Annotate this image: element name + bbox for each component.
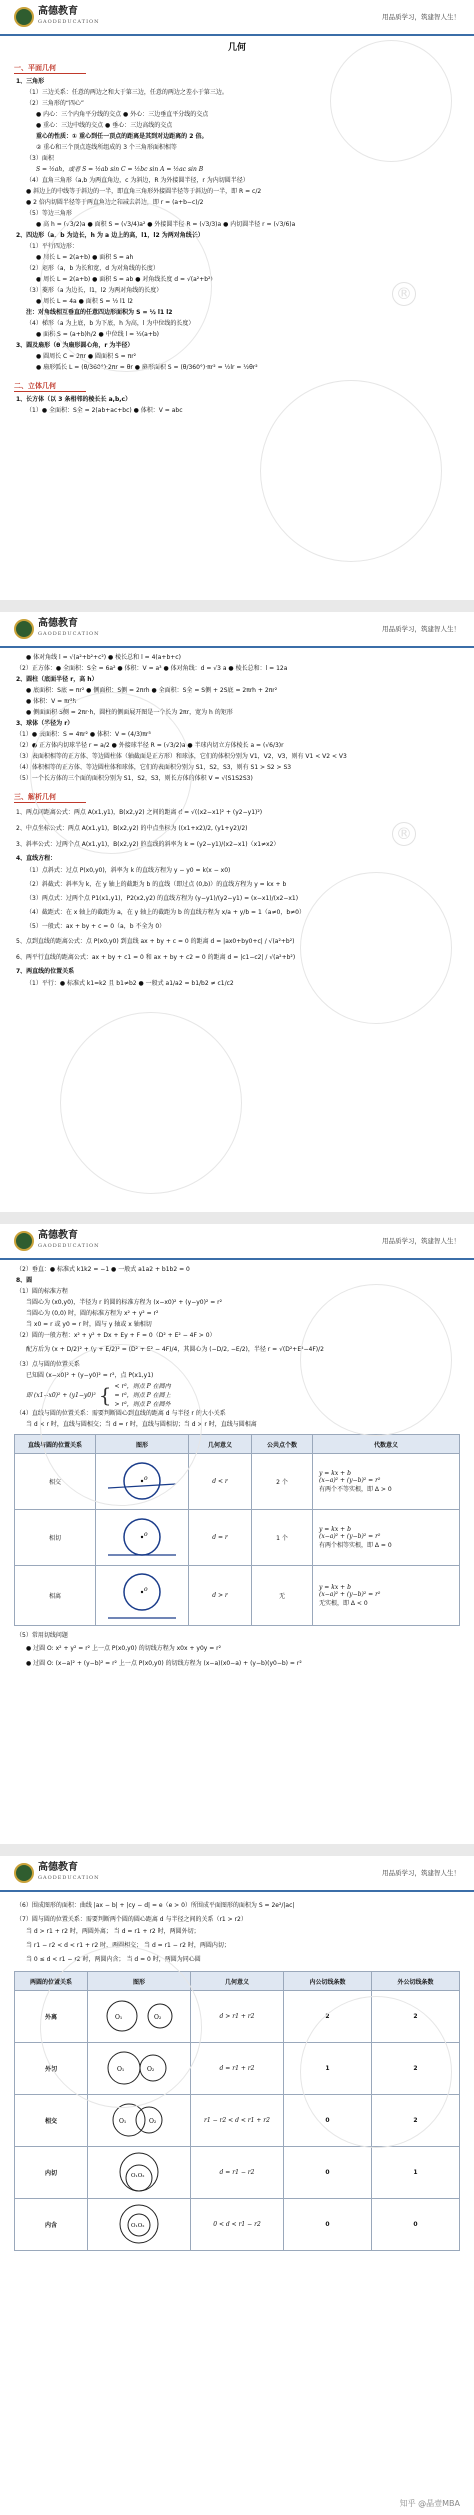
table-row (15, 1991, 460, 2043)
formula-line: ● 扇形弧长 L = (θ/360°)·2πr = θr ● 扇形面积 S = (θ/360°)·πr² = ½lr = ½θr² (36, 364, 258, 371)
relation-cell: 外离 (15, 1991, 88, 2043)
formula-line: 3、斜率公式：过两个点 A(x1,y1)，B(x2,y2) 的直线的斜率为 k = (y2−y1)/(x2−x1)（x1≠x2） (16, 841, 280, 848)
algebraic-result: 有两个不等实根，即 Δ > 0 (319, 1486, 392, 1493)
relation-cell: 外切 (15, 2043, 88, 2095)
formula-line: （2）正方体：● 全面积：S全 = 6a² ● 体积：V = a³ ● 体对角线：d = √3 a ● 棱长总和：l = 12a (16, 665, 288, 672)
tangent-circle-figure (102, 1512, 182, 1562)
formula-line: 已知圆 (x−x0)² + (y−y0)² = r²，点 P(x1,y1) (26, 1372, 154, 1379)
formula-line: （2）● 正方体内切球半径 r = a/2 ● 外接球半径 R = (√3/2)a ● 半球内切立方体棱长 a = (√6/3)r (16, 742, 284, 749)
note-line: 注：对角线相互垂直的任意四边形面积为 S = ½ l1 l2 (26, 309, 173, 316)
o2-label: O₂ (154, 2013, 162, 2021)
text-line: （5）常用切线问题 (16, 1632, 68, 1639)
page-header (0, 0, 474, 36)
formula-line: （1）点斜式：过点 P(x0,y0)，斜率为 k 的直线方程为 y − y0 = k(x − x0) (26, 867, 231, 874)
text-line: （3）点与圆的位置关系 (16, 1361, 80, 1368)
page-1: ® 高德教育 GAODEDUCATION 用品质学习，筑建智人生！ 几何 一、平面几何 1、三角形 （1）三边关系：任意的两边之和大于第三边，任意的两边之差小于第三边。 （2）三角形的“四心” ● 内心：三个内角平分线的交点 ● 外心：三边垂直平分线的交点 ● 重心：三边中线的交点 ● 垂心：三边高线的交点 重心的性质：① 重心到任一顶点的距离是其到对边距离的 2 倍。 ② 重心和三个顶点连线所组成的 3 个三角形面积相等 （3）面积 S = ½ah，或者 S = ½ab sin C = ½bc sin A = ½ac sin B （4）直角三角形（a,b 为两直角边，c 为斜边，R 为外接圆半径，r 为内切圆半径） ● 斜边上的中线等于斜边的一半，即直角三角形外接圆半径等于斜边的一半，即 R = c/2 ● 2 倍内切圆半径等于两直角边之和减去斜边，即 r = (a+b−c)/2 （5）等边三角形 ● 高 h = (√3/2)a ● 面积 S = (√3/4)a² ● 外接圆半径 R = (√3/3)a ● 内切圆半径 r = (√3/6)a 2、四边形（a，b 为边长，h 为 a 边上的高，l1，l2 为两对角线长） （1）平行四边形： ● 周长 L = 2(a+b) ● 面积 S = ah （2）矩形（a，b 为长和宽，d 为对角线的长度） ● 周长 L = 2(a+b) ● 面积 S = ab ● 对角线长度 d = √(a²+b²) （3）菱形（a 为边长，l1，l2 为两对角线的长度） ● 周长 L = 4a ● 面积 S = ½ l1 l2 注：对角线相互垂直的任意四边形面积为 S = ½ l1 l2 （4）梯形（a 为上底，b 为下底，h 为高，l 为中位线的长度） ● 面积 S = (a+b)h/2 ● 中位线 l = ½(a+b) 3、圆及扇形（θ 为扇形圆心角，r 为半径） ● 圆周长 C = 2πr ● 圆面积 S = πr² ● 扇形弧长 L = (θ/360°)·2πr = θr ● 扇形面积 S = (θ/360°)·πr² = ½lr = ½θr² 二、立体几何 1、长方体（以 3 条相邻的棱长长 a,b,c） （1）● 全面积：S全 = 2(ab+ac+bc) ● 体积：V = abc (0, 0, 474, 600)
system-top: y = kx + b (319, 1470, 351, 1477)
text-line: （2）三角形的“四心” (26, 100, 85, 107)
figure-cell (88, 2043, 191, 2095)
text-line: （4）直线与圆的位置关系：需要判断圆心到直线的距离 d 与半径 r 的大小关系 (16, 1410, 226, 1417)
formula-line: 5、点到直线的距离公式：点 P(x0,y0) 到直线 ax + by + c = 0 的距离 d = |ax0+by0+c| / √(a²+b²) (16, 938, 295, 945)
page-2: ® 高德教育 GAODEDUCATION 用品质学习，筑建智人生！ ● 体对角线 l = √(a²+b²+c²) ● 棱长总和 l = 4(a+b+c) （2）正方体：● 全面积：S全 = 6a² ● 体积：V = a³ ● 体对角线：d = √3 a ● 棱长总和：l = 12a 2、圆柱（底面半径 r，高 h） ● 底面积：S底 = πr² ● 侧面积：S侧 = 2πrh ● 全面积：S全 = S侧 + 2S底 = 2πrh + 2πr² ● 体积：V = πr²h ● 侧面面积 S侧 = 2πr·h，圆柱的侧面展开图是一个长为 2πr，宽为 h 的矩形 3、球体（半径为 r） （1）● 表面积：S = 4πr² ● 体积：V = (4/3)πr³ （2）● 正方体内切球半径 r = a/2 ● 外接球半径 R = (√3/2)a ● 半球内切立方体棱长 a = (√6/3)r （3）表面积相等的正方体、等边圆柱体（轴截面是正方形）和球体，它们的体积分别为 V1，V2，V3，则有 V1 < V2 < V3 （4）体积相等的正方体、等边圆柱体和球体，它们的表面积分别为 S1，S2，S3，则有 S1 > S2 > S3 （5）一个长方体的三个面的面积分别为 S1，S2，S3，则长方体的体积 V = √(S1S2S3) 三、解析几何 1、两点间距离公式：两点 A(x1,y1)，B(x2,y2) 之间的距离 d = √((x2−x1)² + (y2−y1)²) 2、中点坐标公式：两点 A(x1,y1)，B(x2,y2) 的中点坐标为 ((x1+x2)/2, (y1+y2)/2) 3、斜率公式：过两个点 A(x1,y1)，B(x2,y2) 的直线的斜率为 k = (y2−y1)/(x2−x1)（x1≠x2） 4、直线方程： （1）点斜式：过点 P(x0,y0)，斜率为 k 的直线方程为 y − y0 = k(x − x0) （2）斜截式：斜率为 k，在 y 轴上的截距为 b 的直线（即过点 (0,b)）的直线方程为 y = kx + b （3）两点式：过两个点 P1(x1,y1)，P2(x2,y2) 的直线方程为 (y−y1)/(y2−y1) = (x−x1)/(x2−x1) （4）截距式：在 x 轴上的截距为 a，在 y 轴上的截距为 b 的直线方程为 x/a + y/b = 1（a≠0，b≠0） （5）一般式：ax + by + c = 0（a，b 不全为 0） 5、点到直线的距离公式：点 P(x0,y0) 到直线 ax + by + c = 0 的距离 d = |ax0+by0+c| / √(a²+b²) 6、两平行直线的距离公式：ax + by + c1 = 0 和 ax + by + c2 = 0 的距离 d = |c1−c2| / √(a²+b²) 7、两直线的位置关系 （1）平行：● 标准式 k1=k2 且 b1≠b2 ● 一般式 a1/a2 = b1/b2 ≠ c1/c2 (0, 612, 474, 1212)
slogan: 用品质学习，筑建智人生！ (382, 1237, 460, 1245)
text-line: 3、球体（半径为 r） (16, 720, 74, 727)
text-line: ● 斜边上的中线等于斜边的一半，即直角三角形外接圆半径等于斜边的一半，即 R = c/2 (26, 188, 262, 195)
geometric-meaning-cell: d > r (189, 1566, 252, 1626)
algebraic-meaning-cell (313, 1510, 460, 1566)
outer-tangent-count: 2 (372, 1991, 460, 2043)
figure-cell (96, 1454, 189, 1510)
table-header: 几何意义 (191, 1972, 284, 1991)
intersecting-circles-figure (94, 2097, 184, 2143)
brace-icon: { (98, 1382, 112, 1407)
table-header-row (15, 1972, 460, 1991)
text-line: ● 重心：三边中线的交点 ● 垂心：三边高线的交点 (36, 122, 173, 129)
text-line: 1、三角形 (16, 78, 45, 85)
formula-line: （1）● 全面积：S全 = 2(ab+ac+bc) ● 体积：V = abc (26, 407, 183, 414)
brand-logo (14, 6, 100, 28)
text-line: （5）等边三角形 (26, 210, 72, 217)
relation-cell: 内切 (15, 2147, 88, 2199)
system-bottom: (x−a)² + (y−b)² = r² (319, 1533, 381, 1540)
table-row (15, 1454, 460, 1510)
formula-line: （2）垂直：● 标准式 k1k2 = −1 ● 一般式 a1a2 + b1b2 = 0 (16, 1266, 190, 1273)
text-line: （3）菱形（a 为边长，l1，l2 为两对角线的长度） (26, 287, 163, 294)
point-circle-relation (0, 1381, 474, 1408)
table-header: 图形 (96, 1435, 189, 1454)
system-bottom: (x−a)² + (y−b)² = r² (319, 1477, 381, 1484)
text-line: （2）矩形（a，b 为长和宽，d 为对角线的长度） (26, 265, 159, 272)
o1o2-label: O₁O₂ (131, 2222, 145, 2229)
geometric-meaning-cell: d > r1 + r2 (191, 1991, 284, 2043)
brand-name: 高德教育 (38, 1230, 78, 1241)
point-relation-inside: < r²，则点 P 在圆内 (114, 1383, 171, 1390)
circle-center-label: o (144, 1530, 148, 1538)
table-header: 代数意义 (313, 1435, 460, 1454)
brand-name-en: GAODEDUCATION (38, 1243, 100, 1249)
formula-line: 2、中点坐标公式：两点 A(x1,y1)，B(x2,y2) 的中点坐标为 ((x1+x2)/2, (y1+y2)/2) (16, 825, 248, 832)
circle-center-label: o (144, 1474, 148, 1482)
figure-cell (88, 2095, 191, 2147)
o1-label: O₁ (115, 2013, 123, 2021)
relation-cell: 内含 (15, 2199, 88, 2251)
algebraic-meaning-cell (313, 1566, 460, 1626)
figure-cell (96, 1566, 189, 1626)
formula-line: 当 r1 − r2 < d < r1 + r2 时，两圆相交； 当 d = r1 − r2 时，两圆内切； (26, 1942, 230, 1949)
circle-center-label: o (144, 1585, 148, 1593)
formula-line: 当 0 ≤ d < r1 − r2 时，两圆内含； 当 d = 0 时，两圆为同心圆 (26, 1956, 201, 1963)
text-line: （1）圆的标准方程 (16, 1288, 68, 1295)
common-points-cell: 无 (252, 1566, 313, 1626)
text-line: （7）圆与圆的位置关系：需要判断两个圆的圆心距离 d 与半径之间的关系（r1 > r2） (16, 1916, 247, 1923)
text-line: （3）面积 (26, 155, 54, 162)
formula-line: ● 高 h = (√3/2)a ● 面积 S = (√3/4)a² ● 外接圆半径 R = (√3/3)a ● 内切圆半径 r = (√3/6)a (36, 221, 296, 228)
point-relation-lhs: 即 (x1−x0)² + (y1−y0)² (26, 1392, 96, 1399)
formula-line: ● 底面积：S底 = πr² ● 侧面积：S侧 = 2πrh ● 全面积：S全 = S侧 + 2S底 = 2πrh + 2πr² (26, 687, 278, 694)
formula-line: 当圆心为 (0,0) 时，圆的标准方程为 x² + y² = r² (26, 1310, 159, 1317)
inner-tangent-count: 0 (284, 2095, 372, 2147)
formula-line: （5）一般式：ax + by + c = 0（a，b 不全为 0） (26, 923, 166, 930)
formula-line: （3）两点式：过两个点 P1(x1,y1)，P2(x2,y2) 的直线方程为 (y−y1)/(y2−y1) = (x−x1)/(x2−x1) (26, 895, 299, 902)
figure-cell (88, 2199, 191, 2251)
o1o2-label: O₁O₂ (131, 2172, 145, 2179)
page-header (0, 1856, 474, 1892)
formula-line: （1）平行：● 标准式 k1=k2 且 b1≠b2 ● 一般式 a1/a2 = b1/b2 ≠ c1/c2 (26, 980, 234, 987)
table-row (15, 2043, 460, 2095)
text-line: 2、四边形（a，b 为边长，h 为 a 边上的高，l1，l2 为两对角线长） (16, 232, 204, 239)
system-top: y = kx + b (319, 1584, 351, 1591)
page-header (0, 1224, 474, 1260)
o2-label: O₂ (149, 2117, 157, 2125)
outer-tangent-count: 2 (372, 2095, 460, 2147)
formula-line: 1、两点间距离公式：两点 A(x1,y1)，B(x2,y2) 之间的距离 d = √((x2−x1)² + (y2−y1)²) (16, 809, 263, 816)
table-header-row (15, 1435, 460, 1454)
formula-line: （2）斜截式：斜率为 k，在 y 轴上的截距为 b 的直线（即过点 (0,b)）的直线方程为 y = kx + b (26, 881, 287, 888)
relation-cell: 相切 (15, 1510, 96, 1566)
geometric-meaning-cell: 0 < d < r1 − r2 (191, 2199, 284, 2251)
text-line: （1）平行四边形： (26, 243, 78, 250)
text-line: ● 2 倍内切圆半径等于两直角边之和减去斜边，即 r = (a+b−c)/2 (26, 199, 204, 206)
system-bottom: (x−a)² + (y−b)² = r² (319, 1591, 381, 1598)
text-line: 1、长方体（以 3 条相邻的棱长长 a,b,c） (16, 396, 132, 403)
inner-tangent-count: 0 (284, 2199, 372, 2251)
geometric-meaning-cell: r1 − r2 < d < r1 + r2 (191, 2095, 284, 2147)
table-row (15, 1566, 460, 1626)
common-points-cell: 2 个 (252, 1454, 313, 1510)
text-line: ● 侧面面积 S侧 = 2πr·h，圆柱的侧面展开图是一个长为 2πr，宽为 h 的矩形 (26, 709, 233, 716)
brand-name: 高德教育 (38, 6, 78, 17)
text-line: 4、直线方程： (16, 855, 57, 862)
seal-icon (14, 7, 34, 27)
o1-label: O₁ (117, 2065, 125, 2073)
brand-name-en: GAODEDUCATION (38, 1875, 100, 1881)
table-header: 图形 (88, 1972, 191, 1991)
inner-tangent-count: 1 (284, 2043, 372, 2095)
outer-tangent-count: 2 (372, 2043, 460, 2095)
table-header: 两圆的位置关系 (15, 1972, 88, 1991)
geometric-meaning-cell: d < r (189, 1454, 252, 1510)
page-4 (0, 1856, 474, 2515)
point-relation-outside: > r²，则点 P 在圆外 (114, 1401, 171, 1408)
slogan: 用品质学习，筑建智人生！ (382, 13, 460, 21)
o2-label: O₂ (147, 2065, 155, 2073)
line-circle-table (14, 1434, 460, 1626)
formula-line: ● 过圆 O: x² + y² = r² 上一点 P(x0,y0) 的切线方程为 x0x + y0y = r² (26, 1645, 222, 1652)
table-row (15, 2199, 460, 2251)
page-header (0, 612, 474, 648)
geometric-meaning-cell: d = r1 + r2 (191, 2043, 284, 2095)
common-points-cell: 1 个 (252, 1510, 313, 1566)
slogan: 用品质学习，筑建智人生！ (382, 1869, 460, 1877)
formula-line: ● 体积：V = πr²h (26, 698, 77, 705)
section-solid-geometry: 二、立体几何 (14, 381, 86, 392)
text-line: 3、圆及扇形（θ 为扇形圆心角，r 为半径） (16, 342, 134, 349)
brand-name-en: GAODEDUCATION (38, 631, 100, 637)
table-header: 直线与圆的位置关系 (15, 1435, 96, 1454)
algebraic-meaning-cell (313, 1454, 460, 1510)
formula-line: ● 圆周长 C = 2πr ● 圆面积 S = πr² (36, 353, 137, 360)
formula-line: ● 过圆 O: (x−a)² + (y−b)² = r² 上一点 P(x0,y0) 的切线方程为 (x−a)(x0−a) + (y−b)(y0−b) = r² (26, 1660, 302, 1667)
text-line: 7、两直线的位置关系 (16, 968, 75, 975)
brand-name-en: GAODEDUCATION (38, 19, 100, 25)
formula-line: 当 d > r1 + r2 时，两圆外离； 当 d = r1 + r2 时，两圆外切； (26, 1928, 200, 1935)
formula-line: ● 周长 L = 2(a+b) ● 面积 S = ah (36, 254, 134, 261)
text-line: ● 内心：三个内角平分线的交点 ● 外心：三边垂直平分线的交点 (36, 111, 209, 118)
page-3 (0, 1224, 474, 1844)
seal-icon (14, 1863, 34, 1883)
slogan: 用品质学习，筑建智人生！ (382, 625, 460, 633)
table-header: 内公切线条数 (284, 1972, 372, 1991)
figure-cell (96, 1510, 189, 1566)
text-line: （1）三边关系：任意的两边之和大于第三边，任意的两边之差小于第三边。 (26, 89, 228, 96)
brand-logo (14, 1230, 100, 1252)
separate-circle-figure (102, 1568, 182, 1622)
algebraic-result: 无实根，即 Δ < 0 (319, 1600, 368, 1607)
formula-line: 当 x0 = r 或 y0 = r 时，圆与 y 轴或 x 轴相切 (26, 1321, 152, 1328)
text-line: （3）表面积相等的正方体、等边圆柱体（轴截面是正方形）和球体，它们的体积分别为 V1，V2，V3，则有 V1 < V2 < V3 (16, 753, 347, 760)
contained-circles-figure (94, 2201, 184, 2247)
text-line: （4）直角三角形（a,b 为两直角边，c 为斜边，R 为外接圆半径，r 为内切圆半径） (26, 177, 249, 184)
section-analytic-geometry: 三、解析几何 (14, 792, 86, 803)
table-header: 几何意义 (189, 1435, 252, 1454)
formula-line: （1）● 表面积：S = 4πr² ● 体积：V = (4/3)πr³ (16, 731, 151, 738)
externally-tangent-figure (94, 2045, 184, 2091)
formula-line: （4）截距式：在 x 轴上的截距为 a，在 y 轴上的截距为 b 的直线方程为 x/a + y/b = 1（a≠0，b≠0） (26, 909, 305, 916)
system-top: y = kx + b (319, 1526, 351, 1533)
relation-cell: 相交 (15, 1454, 96, 1510)
footer-credit: 知乎 @晶壹MBA (399, 2499, 460, 2508)
text-line: （4）体积相等的正方体、等边圆柱体和球体，它们的表面积分别为 S1，S2，S3，则有 S1 > S2 > S3 (16, 764, 292, 771)
table-row (15, 2095, 460, 2147)
outer-tangent-count: 0 (372, 2199, 460, 2251)
formula-line: 当 d < r 时，直线与圆相交；当 d = r 时，直线与圆相切；当 d > r 时，直线与圆相离 (26, 1421, 257, 1428)
formula-line: （2）圆的一般方程：x² + y² + Dx + Ey + F = 0（D² + E² − 4F > 0） (16, 1332, 216, 1339)
formula-line: 配方后为 (x + D/2)² + (y + E/2)² = (D² + E² − 4F)/4，其圆心为 (−D/2, −E/2)，半径 r = √(D²+E²−4F)/2 (26, 1346, 324, 1353)
table-row (15, 2147, 460, 2199)
table-header: 外公切线条数 (372, 1972, 460, 1991)
formula-line: ● 周长 L = 2(a+b) ● 面积 S = ab ● 对角线长度 d = √(a²+b²) (36, 276, 213, 283)
brand-name: 高德教育 (38, 1862, 78, 1873)
brand-logo (14, 618, 100, 640)
formula-line: ● 体对角线 l = √(a²+b²+c²) ● 棱长总和 l = 4(a+b+c) (26, 654, 181, 661)
table-row (15, 1510, 460, 1566)
inner-tangent-count: 0 (284, 2147, 372, 2199)
o1-label: O₁ (119, 2117, 127, 2125)
seal-icon (14, 1231, 34, 1251)
figure-cell (88, 1991, 191, 2043)
text-line: （5）一个长方体的三个面的面积分别为 S1，S2，S3，则长方体的体积 V = √(S1S2S3) (16, 775, 253, 782)
secant-circle-figure (102, 1456, 182, 1506)
geometric-meaning-cell: d = r (189, 1510, 252, 1566)
formula-line: ● 面积 S = (a+b)h/2 ● 中位线 l = ½(a+b) (36, 331, 160, 338)
text-line: 2、圆柱（底面半径 r，高 h） (16, 676, 98, 683)
brand-logo (14, 1862, 100, 1884)
formula-line: 6、两平行直线的距离公式：ax + by + c1 = 0 和 ax + by + c2 = 0 的距离 d = |c1−c2| / √(a²+b²) (16, 954, 296, 961)
section-plane-geometry: 一、平面几何 (14, 63, 86, 74)
relation-cell: 相交 (15, 2095, 88, 2147)
text-line: 8、圆 (16, 1277, 33, 1284)
relation-cell: 相离 (15, 1566, 96, 1626)
point-relation-on: = r²，则点 P 在圆上 (114, 1392, 171, 1399)
text-line: ② 重心和三个顶点连线所组成的 3 个三角形面积相等 (36, 144, 177, 151)
seal-icon (14, 619, 34, 639)
formula-line: S = ½ah，或者 S = ½ab sin C = ½bc sin A = ½ac sin B (36, 166, 204, 173)
geometric-meaning-cell: d = r1 − r2 (191, 2147, 284, 2199)
table-header: 公共点个数 (252, 1435, 313, 1454)
formula-line: ● 周长 L = 4a ● 面积 S = ½ l1 l2 (36, 298, 133, 305)
figure-cell (88, 2147, 191, 2199)
inner-tangent-count: 2 (284, 1991, 372, 2043)
text-line: （4）梯形（a 为上底，b 为下底，h 为高，l 为中位线的长度） (26, 320, 195, 327)
text-line: 重心的性质：① 重心到任一顶点的距离是其到对边距离的 2 倍。 (36, 133, 208, 140)
algebraic-result: 有两个相等实根，即 Δ = 0 (319, 1542, 392, 1549)
brand-name: 高德教育 (38, 618, 78, 629)
outer-tangent-count: 1 (372, 2147, 460, 2199)
separate-circles-figure (94, 1993, 184, 2039)
formula-line: 当圆心为 (x0,y0)，半径为 r 的圆的标准方程为 (x−x0)² + (y−y0)² = r² (26, 1299, 223, 1306)
internally-tangent-figure (94, 2149, 184, 2195)
formula-line: （6）围成图形的面积：曲线 |ax − b| + |cy − d| = e（e > 0）所围成平面图形的面积为 S = 2e²/|ac| (16, 1902, 295, 1909)
circle-circle-table (14, 1971, 460, 2251)
doc-title: 几何 (227, 43, 246, 53)
